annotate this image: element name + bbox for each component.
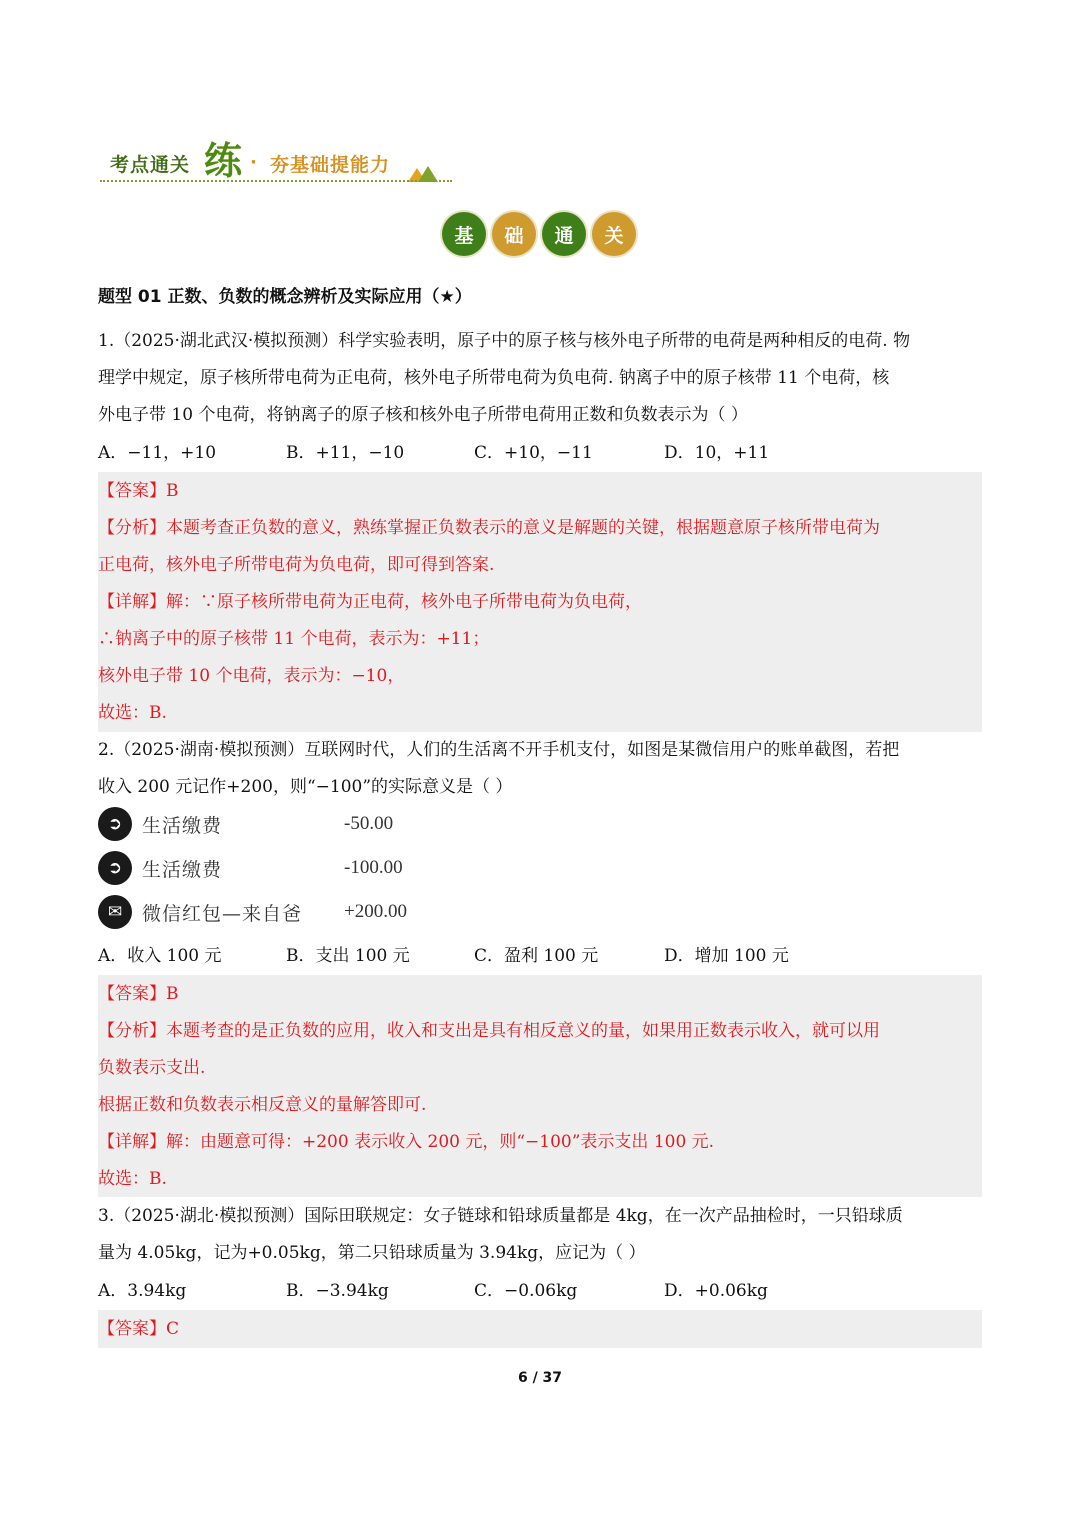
bill-label-1: 生活缴费 <box>142 814 223 837</box>
q2-option-c: C．盈利 100 元 <box>474 946 599 966</box>
q3-answer: 【答案】C <box>98 1319 180 1339</box>
q1-analysis-2: 正电荷，核外电子所带电荷为负电荷，即可得到答案. <box>98 555 495 575</box>
q3-option-b: B．−3.94kg <box>286 1281 389 1301</box>
q3-line-1: 3.（2025·湖北·模拟预测）国际田联规定：女子链球和铅球质量都是 4kg，在一次产品抽检时，一只铅球质 <box>98 1206 903 1226</box>
q1-detail-2: ∴钠离子中的原子核带 11 个电荷，表示为：+11； <box>98 629 490 649</box>
bill-label-3: 微信红包—来自爸 <box>142 902 303 925</box>
q1-detail-3: 核外电子带 10 个电荷，表示为：−10， <box>98 666 405 686</box>
q2-answer: 【答案】B <box>98 984 179 1004</box>
q2-line-2: 收入 200 元记作+200，则“−100”的实际意义是（ ） <box>98 777 513 797</box>
q1-option-d: D．10，+11 <box>664 443 770 463</box>
banner-dot: · <box>250 152 257 173</box>
q2-detail-1: 【详解】解：由题意可得：+200 表示收入 200 元，则“−100”表示支出 100 元. <box>98 1132 715 1152</box>
section-badges <box>440 212 640 258</box>
bill-amount-3: +200.00 <box>344 901 407 922</box>
q1-detail-4: 故选：B. <box>98 703 167 723</box>
bill-label-2: 生活缴费 <box>142 858 223 881</box>
q2-solution-box <box>98 975 982 1197</box>
q3-option-c: C．−0.06kg <box>474 1281 578 1301</box>
q2-option-d: D．增加 100 元 <box>664 946 789 966</box>
badge-3: 通 <box>542 212 586 256</box>
page-number: 6 / 37 <box>517 1370 563 1386</box>
q2-analysis-3: 根据正数和负数表示相反意义的量解答即可. <box>98 1095 427 1115</box>
q2-option-b: B．支出 100 元 <box>286 946 410 966</box>
red-packet-icon: ✉ <box>98 895 132 929</box>
q2-detail-2: 故选：B. <box>98 1169 167 1189</box>
bill-amount-2: -100.00 <box>344 857 403 878</box>
badge-1: 基 <box>442 212 486 256</box>
q3-option-d: D．+0.06kg <box>664 1281 768 1301</box>
bill-amount-1: -50.00 <box>344 813 394 834</box>
badge-4: 关 <box>592 212 636 256</box>
q1-line-2: 理学中规定，原子核所带电荷为正电荷，核外电子所带电荷为负电荷. 钠离子中的原子核带 11 个电荷，核 <box>98 368 890 388</box>
payment-icon: ➲ <box>98 851 132 885</box>
banner-big-char: 练 <box>204 139 243 183</box>
payment-icon: ➲ <box>98 807 132 841</box>
q3-solution-box <box>98 1310 982 1348</box>
q1-line-3: 外电子带 10 个电荷，将钠离子的原子核和核外电子所带电荷用正数和负数表示为（ ） <box>98 405 748 425</box>
bill-row-2 <box>98 851 403 885</box>
section-title: 题型 01 正数、负数的概念辨析及实际应用（★） <box>98 287 472 307</box>
q3-option-a: A．3.94kg <box>98 1281 187 1301</box>
q2-analysis-2: 负数表示支出. <box>98 1058 206 1078</box>
q1-analysis-1: 【分析】本题考查正负数的意义，熟练掌握正负数表示的意义是解题的关键，根据题意原子核所带电荷为 <box>98 518 880 538</box>
q2-analysis-1: 【分析】本题考查的是正负数的应用，收入和支出是具有相反意义的量，如果用正数表示收入，就可以用 <box>98 1021 880 1041</box>
q3-line-2: 量为 4.05kg，记为+0.05kg，第二只铅球质量为 3.94kg，应记为（ ） <box>98 1243 646 1263</box>
q2-option-a: A．收入 100 元 <box>98 946 222 966</box>
q2-line-1: 2.（2025·湖南·模拟预测）互联网时代，人们的生活离不开手机支付，如图是某微信用户的账单截图，若把 <box>98 740 900 760</box>
bill-row-3 <box>98 895 407 929</box>
q1-option-b: B．+11，−10 <box>286 443 405 463</box>
banner-text-2: 夯基础提能力 <box>270 154 391 176</box>
banner-divider <box>100 180 452 182</box>
q1-answer: 【答案】B <box>98 481 179 501</box>
q1-option-c: C．+10，−11 <box>474 443 593 463</box>
section-banner <box>100 124 460 190</box>
banner-text-1: 考点通关 <box>110 154 191 176</box>
badge-2: 础 <box>492 212 536 256</box>
q1-detail-1: 【详解】解：∵原子核所带电荷为正电荷，核外电子所带电荷为负电荷， <box>98 592 642 612</box>
bill-row-1 <box>98 807 394 841</box>
q1-option-a: A．−11，+10 <box>98 443 217 463</box>
q1-line-1: 1.（2025·湖北武汉·模拟预测）科学实验表明，原子中的原子核与核外电子所带的电荷是两种相反的电荷. 物 <box>98 331 911 351</box>
